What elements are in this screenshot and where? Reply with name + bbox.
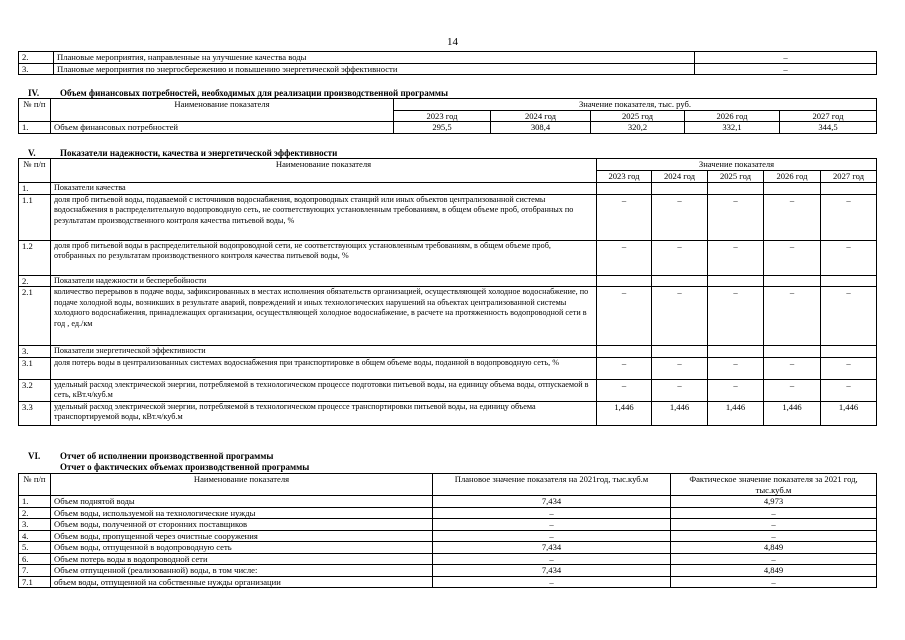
row-plan-value: 7,434 xyxy=(433,496,671,508)
section-v-heading xyxy=(28,148,337,158)
table-row xyxy=(19,194,877,240)
row-value: – xyxy=(597,194,652,240)
row-fact-value: – xyxy=(671,519,877,531)
row-number: 1. xyxy=(19,183,51,195)
row-number: 3. xyxy=(19,346,51,358)
row-number: 2. xyxy=(19,52,54,64)
row-value: – xyxy=(695,63,877,75)
row-value xyxy=(597,346,652,358)
row-value: – xyxy=(821,240,877,275)
row-name: Показатели надежности и бесперебойности xyxy=(51,275,597,287)
row-value: 320,2 xyxy=(591,122,685,134)
year-header: 2023 год xyxy=(597,171,652,183)
row-name: объем воды, отпущенной на собственные нужды организации xyxy=(51,576,433,588)
row-fact-value: 4,849 xyxy=(671,542,877,554)
row-value: 344,5 xyxy=(780,122,877,134)
year-header: 2026 год xyxy=(764,171,821,183)
section-title: Отчет об исполнении производственной программы xyxy=(60,451,274,461)
row-name: Объем финансовых потребностей xyxy=(51,122,394,134)
row-plan-value: – xyxy=(433,553,671,565)
row-value: 1,446 xyxy=(708,401,764,425)
table-row xyxy=(19,287,877,346)
row-plan-value: – xyxy=(433,576,671,588)
table-row xyxy=(19,565,877,577)
row-value xyxy=(652,183,708,195)
row-name: Объем воды, отпущенной в водопроводную сеть xyxy=(51,542,433,554)
year-header: 2024 год xyxy=(652,171,708,183)
row-value: – xyxy=(597,357,652,379)
row-value: – xyxy=(821,287,877,346)
row-name: Объем отпущенной (реализованной) воды, в том числе: xyxy=(51,565,433,577)
table-row xyxy=(19,401,877,425)
row-value xyxy=(764,183,821,195)
row-value xyxy=(764,275,821,287)
row-value: – xyxy=(764,287,821,346)
col-header-name: Наименование показателя xyxy=(51,474,433,496)
section-title: Объем финансовых потребностей, необходимых для реализации производственной программы xyxy=(60,88,449,98)
row-value: – xyxy=(821,194,877,240)
section-title: Показатели надежности, качества и энергетической эффективности xyxy=(60,148,338,158)
row-value: – xyxy=(597,240,652,275)
table-row xyxy=(19,275,877,287)
row-value: – xyxy=(764,240,821,275)
year-header: 2026 год xyxy=(685,110,780,122)
year-header: 2023 год xyxy=(394,110,491,122)
row-name: доля потерь воды в централизованных системах водоснабжения при транспортировке в общем объеме воды, поданной в водопроводную сеть, % xyxy=(51,357,597,379)
row-number: 2.1 xyxy=(19,287,51,346)
page-number: 14 xyxy=(447,36,458,48)
row-fact-value: – xyxy=(671,553,877,565)
section-number: VI. xyxy=(28,451,41,461)
row-name: доля проб питьевой воды в распределительной водопроводной сети, не соответствующих установленным требованиям, в общем объеме проб, отобранных по результатам производственного контроля качества питьевой воды, % xyxy=(51,240,597,275)
row-value xyxy=(597,275,652,287)
row-value xyxy=(708,346,764,358)
section-number: V. xyxy=(28,148,36,158)
col-header-number: № п/п xyxy=(19,474,51,496)
row-value xyxy=(708,183,764,195)
top-table xyxy=(18,51,877,75)
row-value: – xyxy=(764,379,821,401)
table-row xyxy=(19,507,877,519)
col-header-number: № п/п xyxy=(19,159,51,183)
row-plan-value: – xyxy=(433,519,671,531)
row-value: 308,4 xyxy=(491,122,591,134)
col-header-number: № п/п xyxy=(19,99,51,122)
col-header-name: Наименование показателя xyxy=(51,159,597,183)
row-name: количество перерывов в подаче воды, зафиксированных в местах исполнения обязательств организацией, осуществляющей холодное водоснабжение, по подаче холодной воды, возникших в результате аварий, повреждений и иных технологических нарушений на объектах централизованной системы холодного водоснабжения, принадлежащих организации, осуществляющей холодное водоснабжение, в расчете на протяженность водопроводной сети в год , ед./км xyxy=(51,287,597,346)
row-number: 3. xyxy=(19,63,54,75)
row-number: 4. xyxy=(19,530,51,542)
row-name: удельный расход электрической энергии, потребляемой в технологическом процессе транспортировки питьевой воды, на единицу объема транспортируемой воды, кВт.ч/куб.м xyxy=(51,401,597,425)
table-row xyxy=(19,240,877,275)
row-value: – xyxy=(764,357,821,379)
row-value: – xyxy=(708,194,764,240)
table-row xyxy=(19,519,877,531)
table-row xyxy=(19,496,877,508)
table-row xyxy=(19,379,877,401)
row-value xyxy=(821,275,877,287)
row-value: 1,446 xyxy=(821,401,877,425)
row-number: 1. xyxy=(19,122,51,134)
row-name: Объем воды, пропущенной через очистные сооружения xyxy=(51,530,433,542)
row-number: 1.1 xyxy=(19,194,51,240)
row-value: – xyxy=(652,379,708,401)
report-table xyxy=(18,473,877,588)
table-row xyxy=(19,542,877,554)
year-header: 2027 год xyxy=(821,171,877,183)
row-value xyxy=(652,346,708,358)
row-value: – xyxy=(708,379,764,401)
row-value xyxy=(821,183,877,195)
row-fact-value: – xyxy=(671,530,877,542)
row-fact-value: – xyxy=(671,576,877,588)
year-header: 2027 год xyxy=(780,110,877,122)
row-value: – xyxy=(652,287,708,346)
row-value: – xyxy=(708,357,764,379)
row-value: – xyxy=(652,357,708,379)
row-value: – xyxy=(652,194,708,240)
table-row xyxy=(19,122,877,134)
row-plan-value: – xyxy=(433,507,671,519)
row-name: Плановые мероприятия по энергосбережению и повышению энергетической эффективности xyxy=(54,63,695,75)
row-value: 1,446 xyxy=(764,401,821,425)
col-header-plan: Плановое значение показателя на 2021год, тыс.куб.м xyxy=(433,474,671,496)
row-number: 2. xyxy=(19,275,51,287)
col-header-name: Наименование показателя xyxy=(51,99,394,122)
row-fact-value: – xyxy=(671,507,877,519)
row-name: Объем воды, используемой на технологические нужды xyxy=(51,507,433,519)
row-value: – xyxy=(597,379,652,401)
row-value: – xyxy=(652,240,708,275)
row-value xyxy=(597,183,652,195)
row-value: 1,446 xyxy=(652,401,708,425)
row-number: 3.1 xyxy=(19,357,51,379)
row-name: Показатели качества xyxy=(51,183,597,195)
row-name: удельный расход электрической энергии, потребляемой в технологическом процессе подготовки питьевой воды, на единицу объема воды, отпускаемой в сеть, кВт.ч/куб.м xyxy=(51,379,597,401)
row-value: – xyxy=(708,240,764,275)
row-number: 5. xyxy=(19,542,51,554)
row-value: 332,1 xyxy=(685,122,780,134)
row-fact-value: 4,849 xyxy=(671,565,877,577)
row-number: 7. xyxy=(19,565,51,577)
col-header-fact: Фактическое значение показателя за 2021 год, тыс.куб.м xyxy=(671,474,877,496)
table-row xyxy=(19,553,877,565)
section-vi-heading xyxy=(28,451,273,461)
row-name: Объем потерь воды в водопроводной сети xyxy=(51,553,433,565)
row-number: 6. xyxy=(19,553,51,565)
row-name: Объем воды, полученной от сторонних поставщиков xyxy=(51,519,433,531)
section-iv-heading xyxy=(28,88,448,98)
row-value: – xyxy=(821,379,877,401)
row-number: 7.1 xyxy=(19,576,51,588)
section-vi-subtitle: Отчет о фактических объемах производственной программы xyxy=(60,462,310,472)
row-name: Показатели энергетической эффективности xyxy=(51,346,597,358)
row-plan-value: 7,434 xyxy=(433,542,671,554)
row-value xyxy=(821,346,877,358)
year-header: 2025 год xyxy=(591,110,685,122)
row-plan-value: 7,434 xyxy=(433,565,671,577)
row-value: 295,5 xyxy=(394,122,491,134)
col-header-value: Значение показателя, тыс. руб. xyxy=(394,99,877,111)
row-value: – xyxy=(821,357,877,379)
row-number: 3. xyxy=(19,519,51,531)
row-name: доля проб питьевой воды, подаваемой с источников водоснабжения, водопроводных станций или иных объектов централизованной системы водоснабжения в распределительную водопроводную сеть, не соответствующих установленным требованиям, в общем объеме проб, отобранных по результатам производственного контроля качества питьевой воды, % xyxy=(51,194,597,240)
year-header: 2024 год xyxy=(491,110,591,122)
row-number: 3.3 xyxy=(19,401,51,425)
table-row xyxy=(19,63,877,75)
row-plan-value: – xyxy=(433,530,671,542)
row-fact-value: 4,973 xyxy=(671,496,877,508)
table-row xyxy=(19,346,877,358)
table-row xyxy=(19,52,877,64)
year-header: 2025 год xyxy=(708,171,764,183)
row-value: – xyxy=(764,194,821,240)
col-header-value: Значение показателя xyxy=(597,159,877,171)
row-number: 1.2 xyxy=(19,240,51,275)
row-number: 2. xyxy=(19,507,51,519)
row-name: Плановые мероприятия, направленные на улучшение качества воды xyxy=(54,52,695,64)
row-name: Объем поднятой воды xyxy=(51,496,433,508)
row-value: – xyxy=(597,287,652,346)
table-row xyxy=(19,576,877,588)
finance-table xyxy=(18,98,877,134)
quality-table xyxy=(18,158,877,426)
row-value xyxy=(764,346,821,358)
row-value: – xyxy=(695,52,877,64)
row-value xyxy=(708,275,764,287)
row-value xyxy=(652,275,708,287)
row-number: 1. xyxy=(19,496,51,508)
table-row xyxy=(19,183,877,195)
table-row xyxy=(19,530,877,542)
section-number: IV. xyxy=(28,88,40,98)
row-value: – xyxy=(708,287,764,346)
table-row xyxy=(19,357,877,379)
row-value: 1,446 xyxy=(597,401,652,425)
row-number: 3.2 xyxy=(19,379,51,401)
